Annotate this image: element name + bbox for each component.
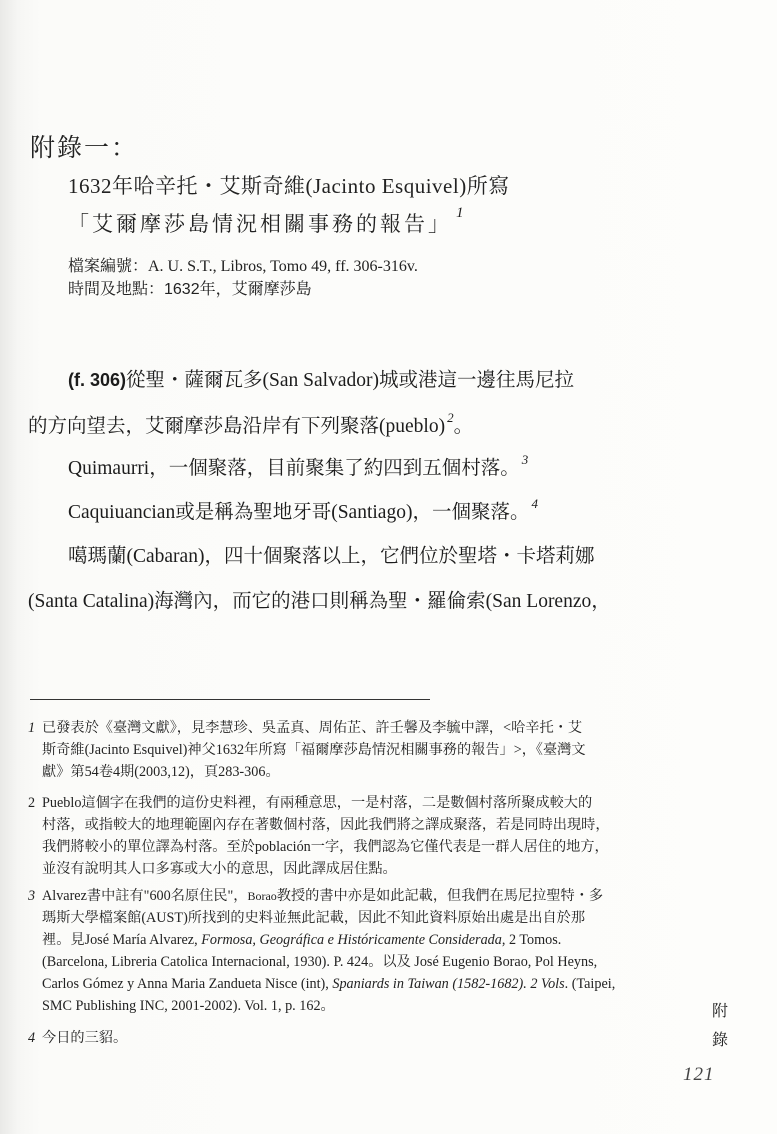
document-title-text: 「艾爾摩莎島情況相關事務的報告」	[68, 212, 452, 236]
paragraph-4-line-1: 噶瑪蘭(Cabaran)，四十個聚落以上，它們位於聖塔・卡塔莉娜	[68, 546, 595, 567]
time-and-place: 時間及地點：1632年，艾爾摩莎島	[68, 281, 312, 298]
book-title: Formosa, Geográfica e Históricamente Considerada	[201, 932, 502, 948]
section-tab-char-1: 附	[712, 1003, 729, 1020]
footnote-number: 2	[28, 795, 36, 811]
footnote-line: 斯奇維(Jacinto Esquivel)神父1632年所寫「福爾摩莎島情況相關事務的報告」>，《臺灣文	[42, 742, 586, 758]
footnote-number: 3	[28, 888, 36, 904]
appendix-heading: 附錄一：	[30, 135, 139, 162]
paragraph-1-end: 。	[453, 416, 474, 437]
footnote-line: 獻》第54卷4期(2003,12)，頁283-306。	[42, 764, 280, 780]
footnote-line: 今日的三貂。	[42, 1030, 128, 1046]
paragraph-1-line-2	[28, 410, 473, 438]
footnote-line	[28, 885, 615, 907]
footnote-2	[28, 792, 610, 880]
footnote-line: 村落，或指較大的地理範圍內存在著數個村落，因此我們將之譯成聚落，若是同時出現時，	[42, 817, 610, 833]
archive-number: 檔案編號：A. U. S.T., Libros, Tomo 49, ff. 306-316v.	[68, 258, 418, 275]
paragraph-1-text: 從聖・薩爾瓦多(San Salvador)城或港這一邊往馬尼拉	[126, 370, 574, 391]
footnote-text: Alvarez書中註有"600名原住民"，	[42, 888, 248, 904]
footnote-text: 裡。見José María Alvarez,	[42, 932, 202, 948]
paragraph-3	[68, 496, 538, 524]
footnote-line: 我們將較小的單位譯為村落。至於población一字，我們認為它僅代表是一群人居住的地方，	[42, 839, 609, 855]
document-title-line-1: 1632年哈辛托・艾斯奇維(Jacinto Esquivel)所寫	[68, 174, 510, 198]
footnote-ref-2: 2	[447, 410, 454, 425]
footnote-line: Pueblo這個字在我們的這份史料裡，有兩種意思，一是村落，二是數個村落所聚成較大的	[42, 795, 593, 811]
footnote-1	[28, 717, 586, 783]
footnote-line: (Barcelona, Libreria Catolica Internacional, 1930). P. 424。以及 José Eugenio Borao, Pol Heyns,	[42, 954, 598, 970]
footnote-number: 4	[28, 1030, 36, 1046]
paragraph-4-line-2: (Santa Catalina)海灣內，而它的港口則稱為聖・羅倫索(San Lorenzo，	[28, 591, 611, 612]
footnote-text: Carlos Gómez y Anna Maria Zandueta Nisce (int),	[42, 976, 333, 992]
paragraph-2-text: Quimaurri，一個聚落，目前聚集了約四到五個村落。	[68, 458, 520, 479]
page-number: 121	[683, 1064, 715, 1085]
footnote-line: 瑪斯大學檔案館(AUST)所找到的史料並無此記載，因此不知此資料原始出處是出自於那	[42, 910, 586, 926]
document-title-line-2	[68, 205, 467, 238]
paragraph-1-text-cont: 的方向望去，艾爾摩莎島沿岸有下列聚落(pueblo)	[28, 416, 446, 437]
footnote-line: SMC Publishing INC, 2001-2002). Vol. 1, p. 162。	[42, 998, 335, 1014]
footnote-ref-1: 1	[456, 205, 467, 221]
footnote-separator	[30, 699, 430, 700]
footnote-ref-3: 3	[521, 452, 529, 467]
footnote-line: 並沒有說明其人口多寡或大小的意思，因此譯成居住點。	[42, 861, 397, 877]
footnote-ref-4: 4	[531, 496, 538, 511]
footnote-4	[28, 1027, 127, 1049]
footnote-text-small: Borao	[247, 889, 277, 903]
folio-marker: (f. 306)	[68, 370, 127, 390]
book-title: Spaniards in Taiwan (1582-1682). 2 Vols	[332, 976, 565, 992]
footnote-line	[28, 929, 615, 951]
paragraph-3-text: Caquiuancian或是稱為聖地牙哥(Santiago)，一個聚落。	[68, 502, 530, 523]
paragraph-2	[68, 452, 528, 480]
footnote-text: 教授的書中亦是如此記載，但我們在馬尼拉聖特・多	[276, 888, 604, 904]
footnote-number: 1	[28, 720, 36, 736]
footnote-text: , 2 Tomos.	[501, 932, 562, 948]
footnote-line: 已發表於《臺灣文獻》，見李慧珍、吳孟真、周佑芷、許壬馨及李毓中譯，<哈辛托・艾	[42, 720, 583, 736]
paragraph-1-line-1	[68, 364, 574, 392]
footnote-line	[28, 973, 615, 995]
footnote-3	[28, 885, 615, 1017]
section-tab-char-2: 錄	[712, 1032, 729, 1049]
footnote-text: . (Taipei,	[564, 976, 616, 992]
